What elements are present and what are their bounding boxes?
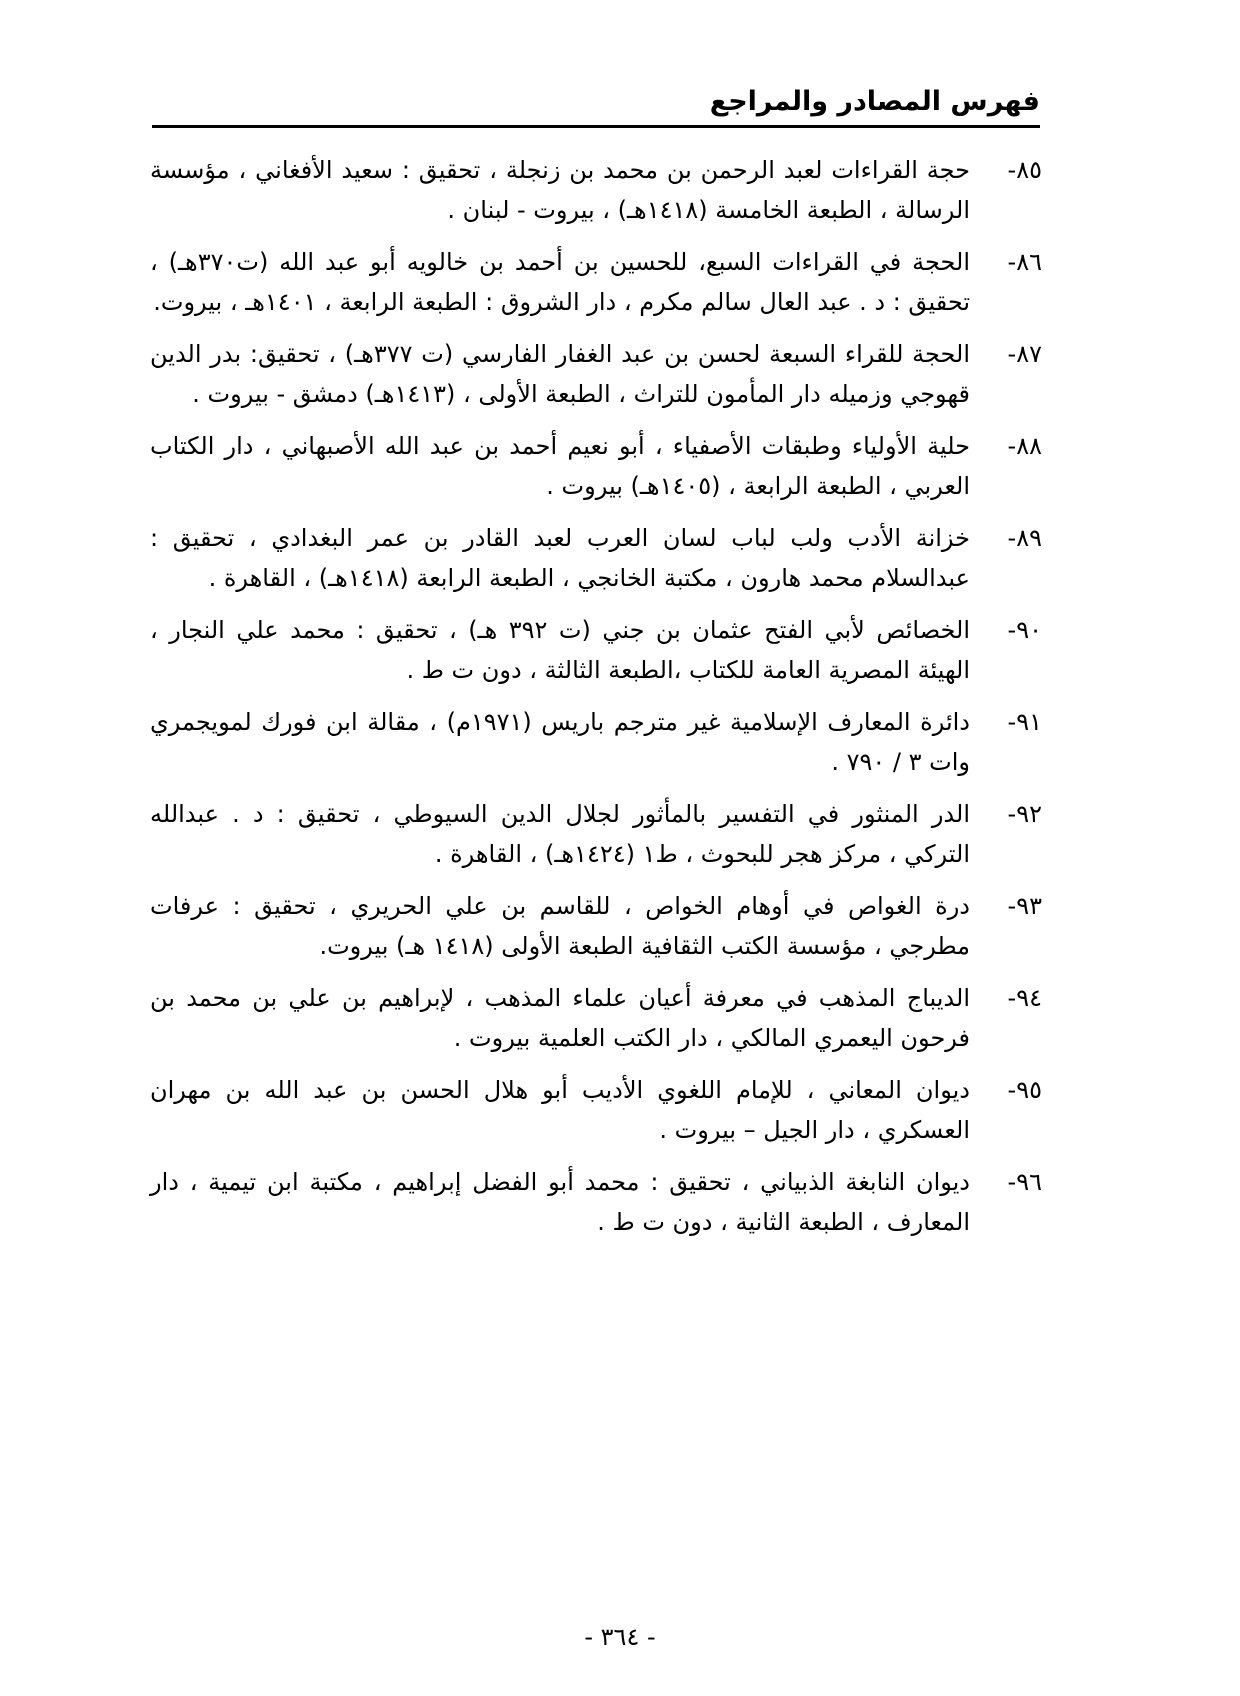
list-item — [150, 518, 1042, 598]
entry-number: ٨٩- — [1007, 524, 1042, 552]
list-item — [150, 242, 1042, 322]
list-item — [150, 886, 1042, 966]
entry-text: ديوان المعاني ، للإمام اللغوي الأديب أبو هلال الحسن بن عبد الله بن مهران العسكري ، دار الجيل – بيروت . — [150, 1076, 970, 1144]
entry-number: ٨٦- — [1007, 248, 1042, 276]
entry-number: ٩٤- — [1007, 984, 1042, 1012]
entry-text: الدر المنثور في التفسير بالمأثور لجلال الدين السيوطي ، تحقيق : د . عبدالله التركي ، مركز هجر للبحوث ، ط١ (١٤٢٤هـ) ، القاهرة . — [150, 800, 970, 868]
entry-number: ٨٥- — [1007, 156, 1042, 184]
entry-number: ٩٣- — [1007, 892, 1042, 920]
entry-text: ديوان النابغة الذبياني ، تحقيق : محمد أبو الفضل إبراهيم ، مكتبة ابن تيمية ، دار المعارف ، الطبعة الثانية ، دون ت ط . — [150, 1168, 970, 1236]
list-item — [150, 794, 1042, 874]
list-item — [150, 334, 1042, 414]
entry-text: دائرة المعارف الإسلامية غير مترجم باريس (١٩٧١م) ، مقالة ابن فورك لمويجمري وات ٣ / ٧٩٠ . — [150, 708, 970, 776]
entry-number: ٩٦- — [1007, 1168, 1042, 1196]
entry-text: خزانة الأدب ولب لباب لسان العرب لعبد القادر بن عمر البغدادي ، تحقيق : عبدالسلام محمد هارون ، مكتبة الخانجي ، الطبعة الرابعة (١٤١٨هـ) ، القاهرة . — [150, 524, 970, 592]
entry-number: ٩٠- — [1007, 616, 1042, 644]
entry-number: ٩٢- — [1007, 800, 1042, 828]
header-divider — [152, 125, 1040, 128]
entry-text: درة الغواص في أوهام الخواص ، للقاسم بن علي الحريري ، تحقيق : عرفات مطرجي ، مؤسسة الكتب الثقافية الطبعة الأولى (١٤١٨ هـ) بيروت. — [150, 892, 970, 960]
references-list — [150, 150, 1042, 1254]
list-item — [150, 702, 1042, 782]
list-item — [150, 1070, 1042, 1150]
entry-text: الحجة في القراءات السبع، للحسين بن أحمد بن خالويه أبو عبد الله (ت٣٧٠هـ) ، تحقيق : د . عبد العال سالم مكرم ، دار الشروق : الطبعة الرابعة ، ١٤٠١هـ ، بيروت. — [150, 248, 970, 316]
list-item — [150, 150, 1042, 230]
list-item — [150, 610, 1042, 690]
entry-number: ٩١- — [1007, 708, 1042, 736]
list-item — [150, 978, 1042, 1058]
list-item — [150, 1162, 1042, 1242]
list-item — [150, 426, 1042, 506]
entry-text: حجة القراءات لعبد الرحمن بن محمد بن زنجلة ، تحقيق : سعيد الأفغاني ، مؤسسة الرسالة ، الطبعة الخامسة (١٤١٨هـ) ، بيروت - لبنان . — [150, 156, 970, 224]
entry-text: حلية الأولياء وطبقات الأصفياء ، أبو نعيم أحمد بن عبد الله الأصبهاني ، دار الكتاب العربي ، الطبعة الرابعة ، (١٤٠٥هـ) بيروت . — [150, 432, 970, 500]
page-title: فهرس المصادر والمراجع — [709, 86, 1040, 117]
entry-text: الديباج المذهب في معرفة أعيان علماء المذهب ، لإبراهيم بن علي بن محمد بن فرحون اليعمري المالكي ، دار الكتب العلمية بيروت . — [150, 984, 970, 1052]
entry-text: الحجة للقراء السبعة لحسن بن عبد الغفار الفارسي (ت ٣٧٧هـ) ، تحقيق: بدر الدين قهوجي وزميله دار المأمون للتراث ، الطبعة الأولى ، (١٤١٣هـ) دمشق - بيروت . — [150, 340, 970, 408]
entry-text: الخصائص لأبي الفتح عثمان بن جني (ت ٣٩٢ هـ) ، تحقيق : محمد علي النجار ، الهيئة المصرية العامة للكتاب ،الطبعة الثالثة ، دون ت ط . — [150, 616, 971, 684]
page-number: - ٣٦٤ - — [584, 1623, 656, 1651]
entry-number: ٨٧- — [1007, 340, 1042, 368]
entry-number: ٨٨- — [1007, 432, 1042, 460]
entry-number: ٩٥- — [1007, 1076, 1042, 1104]
